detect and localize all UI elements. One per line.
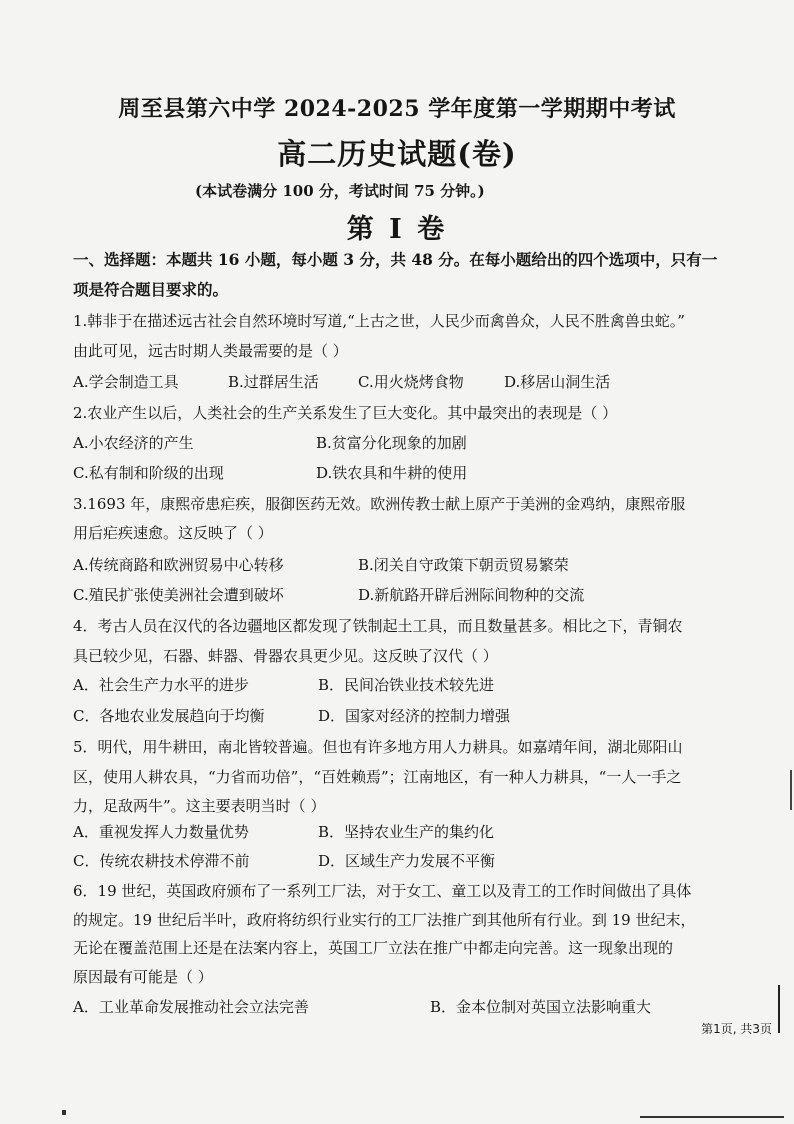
scan-dot — [62, 1110, 66, 1115]
q2-option-c: C.私有制和阶级的出现 — [73, 464, 224, 482]
bottom-scan-line — [640, 1116, 784, 1118]
q2-option-a: A.小农经济的产生 — [73, 434, 194, 452]
question-6-line3: 无论在覆盖范围上还是在法案内容上，英国工厂立法在推广中都走向完善。这一现象出现的 — [73, 939, 674, 957]
q4-option-a: A．社会生产力水平的进步 — [73, 676, 249, 694]
page-number: 第1页, 共3页 — [701, 1022, 772, 1036]
q5-option-d: D．区域生产力发展不平衡 — [318, 852, 496, 870]
question-1-line2: 由此可见，远古时期人类最需要的是（ ） — [73, 342, 348, 360]
margin-rule — [778, 985, 780, 1033]
question-5-line2: 区，使用人耕农具，“力省而功倍”，“百姓赖焉”；江南地区，有一种人力耕具，“一人一手之 — [73, 768, 682, 786]
question-4-line2: 具已较少见，石器、蚌器、骨器农具更少见。这反映了汉代（ ） — [73, 647, 498, 665]
part-title: 第 I 卷 — [346, 214, 448, 245]
q6-option-b: B．金本位制对英国立法影响重大 — [430, 998, 652, 1016]
q6-option-a: A．工业革命发展推动社会立法完善 — [73, 998, 309, 1016]
q1-option-c: C.用火烧烤食物 — [358, 373, 464, 391]
question-6-line1: 6．19 世纪，英国政府颁布了一系列工厂法，对于女工、童工以及青工的工作时间做出了具体 — [73, 882, 692, 900]
question-2-line1: 2.农业产生以后，人类社会的生产关系发生了巨大变化。其中最突出的表现是（ ） — [73, 404, 618, 422]
question-6-line4: 原因最有可能是（ ） — [73, 968, 213, 986]
q3-option-a: A.传统商路和欧洲贸易中心转移 — [73, 556, 284, 574]
q3-option-b: B.闭关自守政策下朝贡贸易繁荣 — [358, 556, 569, 574]
q5-option-a: A．重视发挥人力数量优势 — [73, 823, 249, 841]
q5-option-b: B．坚持农业生产的集约化 — [318, 823, 495, 841]
q1-option-d: D.移居山洞生活 — [504, 373, 611, 391]
question-5-line1: 5．明代，用牛耕田，南北皆较普遍。但也有许多地方用人力耕具。如嘉靖年间，湖北郧阳山 — [73, 738, 683, 756]
question-3-line1: 3.1693 年，康熙帝患疟疾，服御医药无效。欧洲传教士献上原产于美洲的金鸡纳，康熙帝服 — [73, 495, 686, 513]
q3-option-d: D.新航路开辟后洲际间物种的交流 — [358, 586, 585, 604]
q1-option-a: A.学会制造工具 — [73, 373, 179, 391]
scan-mark — [790, 770, 792, 810]
q4-option-d: D．国家对经济的控制力增强 — [318, 707, 511, 725]
question-3-line2: 用后疟疾速愈。这反映了（ ） — [73, 524, 273, 542]
question-6-line2: 的规定。19 世纪后半叶，政府将纺织行业实行的工厂法推广到其他所有行业。到 19 世纪末， — [73, 911, 696, 929]
q4-option-c: C．各地农业发展趋向于均衡 — [73, 707, 265, 725]
exam-note: (本试卷满分 100 分，考试时间 75 分钟。) — [195, 182, 485, 200]
q2-option-d: D.铁农具和牛耕的使用 — [316, 464, 468, 482]
question-1-line1: 1.韩非于在描述远古社会自然环境时写道,“上古之世，人民少而禽兽众，人民不胜禽兽虫蛇。” — [73, 312, 685, 330]
question-4-line1: 4．考古人员在汉代的各边疆地区都发现了铁制起土工具，而且数量甚多。相比之下，青铜农 — [73, 617, 683, 635]
question-5-line3: 力，足敌两牛”。这主要表明当时（ ） — [73, 797, 326, 815]
q5-option-c: C．传统农耕技术停滞不前 — [73, 852, 250, 870]
q2-option-b: B.贫富分化现象的加剧 — [316, 434, 467, 452]
subject-title: 高二历史试题(卷) — [277, 137, 517, 171]
q4-option-b: B．民间冶铁业技术较先进 — [318, 676, 495, 694]
q1-option-b: B.过群居生活 — [228, 373, 319, 391]
q3-option-c: C.殖民扩张使美洲社会遭到破坏 — [73, 586, 284, 604]
section-instructions-line1: 一、选择题：本题共 16 小题，每小题 3 分，共 48 分。在每小题给出的四个选项中，只有一 — [73, 250, 718, 269]
school-exam-title: 周至县第六中学 2024-2025 学年度第一学期期中考试 — [118, 96, 676, 122]
section-instructions-line2: 项是符合题目要求的。 — [73, 280, 229, 299]
